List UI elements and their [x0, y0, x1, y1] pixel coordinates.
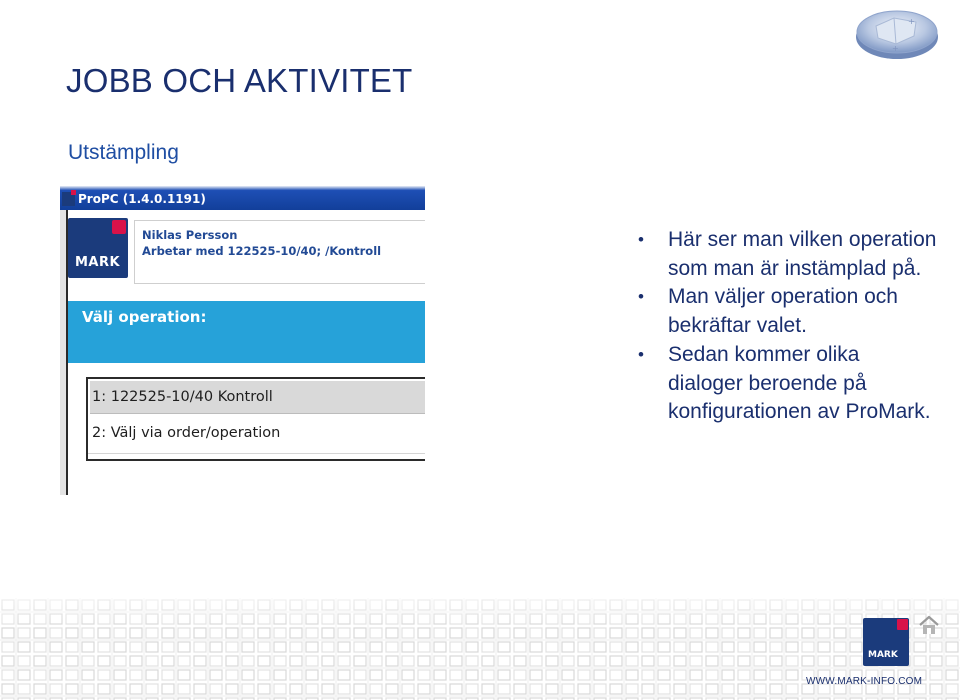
user-name: Niklas Persson [142, 228, 238, 242]
operation-item-2[interactable]: 2: Välj via order/operation [92, 425, 281, 441]
footer-website-url[interactable]: WWW.MARK-INFO.COM [806, 676, 923, 687]
bullet-text-2: Man väljer operation och bekräftar valet. [668, 285, 898, 338]
footer-logo [863, 618, 909, 666]
bullet-item [638, 283, 938, 340]
app-screenshot-window [60, 186, 425, 495]
home-icon[interactable] [918, 614, 940, 636]
footer-logo-text: MARK [868, 650, 898, 660]
svg-text:+: + [908, 17, 915, 26]
mark-emblem-icon [854, 4, 940, 62]
app-titlebar-logo-icon [62, 192, 75, 206]
app-logo [68, 218, 128, 278]
bullet-icon: • [638, 230, 644, 249]
user-info-box [134, 220, 425, 284]
operation-item-1[interactable]: 1: 122525-10/40 Kontroll [90, 381, 425, 414]
bullet-text-1: Här ser man vilken operation som man är instämplad på. [668, 228, 937, 280]
slide-title: JOBB OCH AKTIVITET [66, 62, 413, 99]
operation-header-label: Välj operation: [82, 308, 207, 326]
app-logo-text: MARK [75, 255, 121, 270]
app-left-border [60, 210, 67, 495]
svg-text:+: + [892, 44, 899, 53]
app-titlebar [60, 186, 425, 210]
bullet-item [638, 341, 938, 427]
user-current-job: Arbetar med 122525-10/40; /Kontroll [142, 244, 382, 258]
operation-list[interactable] [86, 377, 425, 461]
app-window-title: ProPC (1.4.0.1191) [78, 192, 206, 206]
bullet-item [638, 226, 938, 283]
bullet-text-3: Sedan kommer olika dialoger beroende på konfigurationen av ProMark. [668, 342, 931, 424]
bullet-icon: • [638, 287, 644, 307]
bullet-list [638, 226, 938, 427]
operation-header [68, 301, 425, 363]
slide-subtitle: Utstämpling [68, 141, 179, 164]
bullet-icon: • [638, 344, 644, 364]
